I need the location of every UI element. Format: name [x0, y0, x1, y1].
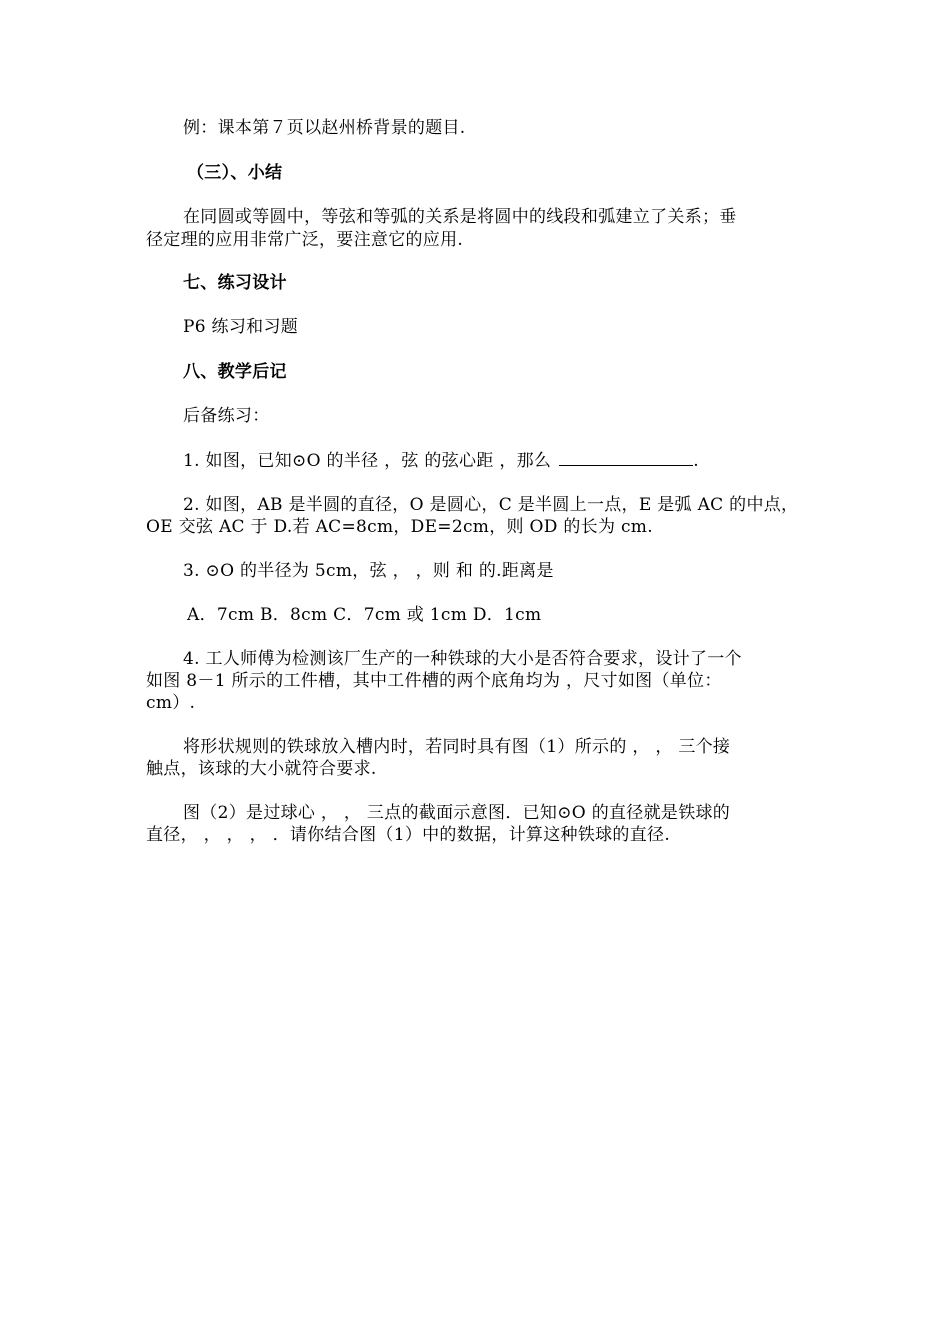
- question-1: [183, 450, 699, 472]
- question-3-choices: A．7cm B．8cm C．7cm 或 1cm D．1cm: [187, 605, 542, 625]
- answer-blank: [559, 451, 693, 466]
- summary-line-2: 径定理的应用非常广泛，要注意它的应用.: [146, 230, 464, 250]
- question-4-paragraph-3-line-1: 图（2）是过球心 ， ， 三点的截面示意图．已知⊙O 的直径就是铁球的: [183, 803, 731, 823]
- practice-line: P6 练习和习题: [183, 317, 299, 337]
- question-1-text: 1. 如图，已知⊙O 的半径 ，弦 的弦心距 ，那么: [183, 451, 552, 471]
- section-8-heading: 八、教学后记: [183, 362, 287, 382]
- summary-heading: （三）、小结: [187, 163, 283, 183]
- question-2-line-2: OE 交弦 AC 于 D.若 AC=8cm，DE=2cm，则 OD 的长为 cm.: [146, 517, 653, 537]
- question-4-paragraph-2-line-2: 触点，该球的大小就符合要求.: [146, 759, 377, 779]
- question-4-paragraph-3-line-2: 直径， ， ， ， ．请你结合图（1）中的数据，计算这种铁球的直径.: [146, 825, 671, 845]
- section-7-heading: 七、练习设计: [183, 273, 287, 293]
- backup-exercises-label: 后备练习：: [183, 406, 270, 426]
- question-4-line-2: 如图 8－1 所示的工件槽，其中工件槽的两个底角均为 ，尺寸如图（单位：: [146, 671, 722, 691]
- question-3: 3. ⊙O 的半径为 5cm，弦 ， ，则 和 的.距离是: [183, 561, 554, 581]
- question-4-line-1: 4. 工人师傅为检测该厂生产的一种铁球的大小是否符合要求，设计了一个: [183, 649, 742, 669]
- question-4-paragraph-2-line-1: 将形状规则的铁球放入槽内时，若同时具有图（1）所示的 ， ， 三个接: [183, 737, 731, 757]
- question-1-end: .: [693, 451, 699, 471]
- summary-line-1: 在同圆或等圆中，等弦和等弧的关系是将圆中的线段和弧建立了关系；垂: [183, 207, 737, 227]
- example-line: 例：课本第７页以赵州桥背景的题目.: [183, 118, 466, 138]
- question-4-line-3: cm）.: [146, 693, 196, 713]
- question-2-line-1: 2. 如图，AB 是半圆的直径，O 是圆心，C 是半圆上一点，E 是弧 AC 的中点，: [183, 495, 799, 515]
